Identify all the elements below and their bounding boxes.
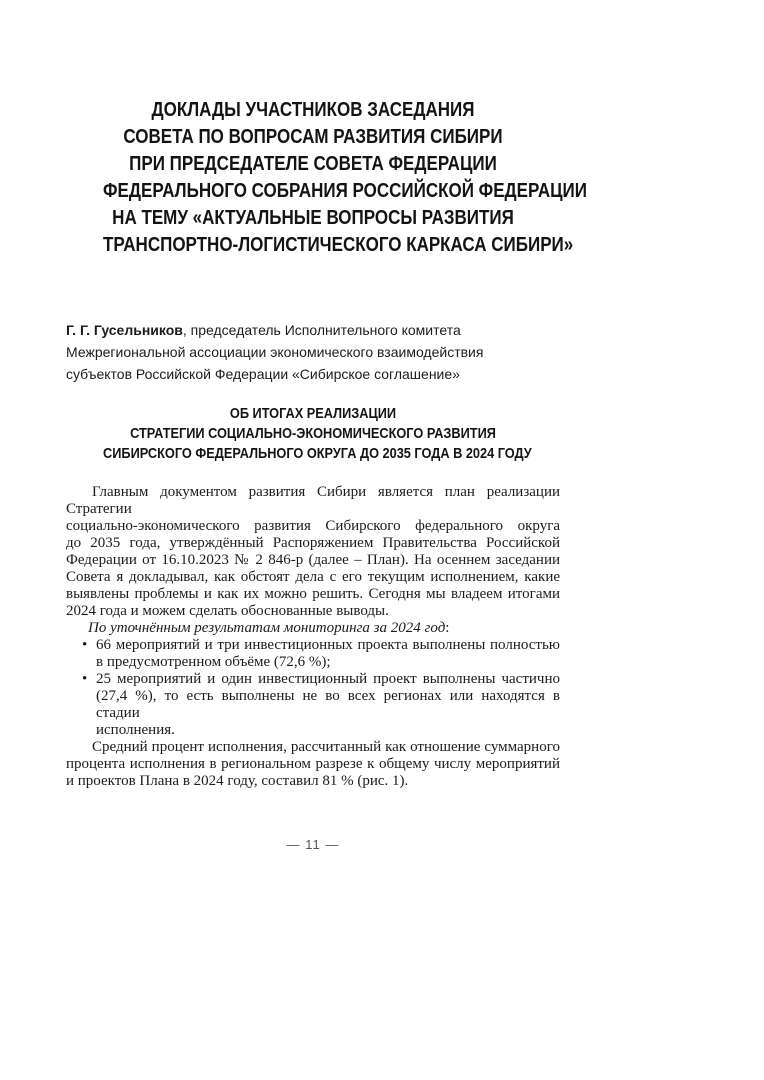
paragraph-1: Главным документом развития Сибири является план реализации Стратегии социально-экономического развития Сибирского федерального округа до 2035 года, утверждённый Распоряжением Правительства Российской Федерации от 16.10.2023 № 2 846-р (далее – План). На осеннем заседании Совета я докладывал, как обстоят дела с его текущим исполнением, какие выявлены проблемы и как их можно решить. Сегодня мы владеем итогами 2024 года и можем сделать обоснованные выводы. [66, 484, 560, 619]
bullet-marker: • [82, 671, 88, 687]
main-title: ДОКЛАДЫ УЧАСТНИКОВ ЗАСЕДАНИЯ СОВЕТА ПО ВОПРОСАМ РАЗВИТИЯ СИБИРИ ПРИ ПРЕДСЕДАТЕЛЕ СОВЕТА ФЕДЕРАЦИИ ФЕДЕРАЛЬНОГО СОБРАНИЯ РОССИЙСКОЙ ФЕДЕРАЦИИ НА ТЕМУ «АКТУАЛЬНЫЕ ВОПРОСЫ РАЗВИТИЯ ТРАНСПОРТНО-ЛОГИСТИЧЕСКОГО КАРКАСА СИБИРИ» [103, 99, 587, 256]
bullet-content-2: 25 мероприятий и один инвестиционный проект выполнены частично (27,4 %), то есть выполнены не во всех регионах или находятся в стадии исполнения. [96, 671, 560, 738]
body-text [66, 484, 560, 790]
author-line-1 [66, 319, 560, 341]
paragraph-2: Средний процент исполнения, рассчитанный как отношение суммарного процента исполнения в региональном разрезе к общему числу мероприятий и проектов Плана в 2024 году, составил 81 % (рис. 1). [66, 739, 560, 789]
author-line-2: Межрегиональной ассоциации экономического взаимодействия [66, 344, 484, 360]
author-block [66, 319, 560, 385]
bullet-marker: • [82, 637, 88, 653]
monitoring-lead [66, 620, 560, 637]
monitoring-lead-italic: По уточнённым результатам мониторинга за 2024 год [88, 620, 446, 636]
author-line-3: субъектов Российской Федерации «Сибирское соглашение» [66, 366, 460, 382]
bullet-item-1 [66, 637, 560, 671]
monitoring-lead-colon: : [445, 620, 450, 636]
page-number: — 11 — [286, 837, 340, 852]
author-name: Г. Г. Гусельников [66, 322, 183, 338]
bullet-item-2 [66, 671, 560, 739]
bullet-list [66, 637, 560, 739]
bullet-content-1: 66 мероприятий и три инвестиционных проекта выполнены полностью в предусмотренном объёме (72,6 %); [96, 637, 560, 670]
author-role: , председатель Исполнительного комитета [182, 322, 461, 338]
text-column [66, 0, 587, 852]
section-title: ОБ ИТОГАХ РЕАЛИЗАЦИИ СТРАТЕГИИ СОЦИАЛЬНО-ЭКОНОМИЧЕСКОГО РАЗВИТИЯ СИБИРСКОГО ФЕДЕРАЛЬНОГО ОКРУГА ДО 2035 ГОДА В 2024 ГОДУ [103, 405, 532, 462]
